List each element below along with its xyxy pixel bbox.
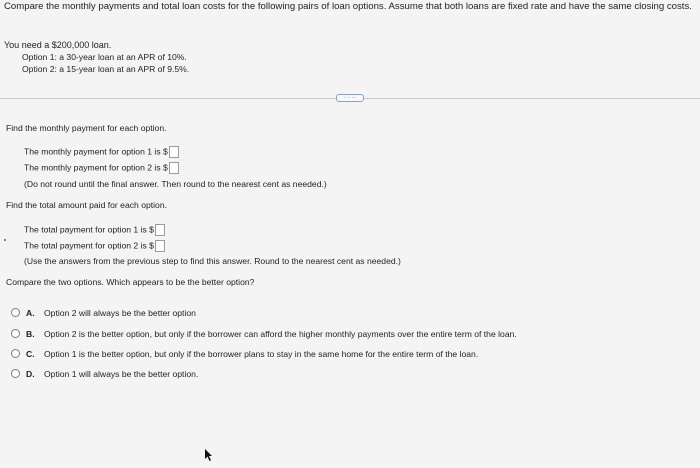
radio-b[interactable] [11, 329, 20, 338]
monthly-payment-option2-input[interactable] [169, 162, 179, 174]
show-more-button[interactable]: ····· [336, 94, 364, 102]
total-payment-option2-label: The total payment for option 2 is $ [24, 240, 154, 251]
monthly-payment-option2-label: The monthly payment for option 2 is $ [24, 162, 168, 173]
choice-c-text: Option 1 is the better option, but only if the borrower plans to stay in the same home for the entire term of the loan. [44, 349, 479, 359]
monthly-payment-option1-input[interactable] [169, 146, 179, 158]
monthly-payment-option1-row [24, 146, 179, 158]
choice-c-letter: C. [26, 349, 35, 359]
part1-prompt: Find the monthly payment for each option. [6, 123, 167, 133]
total-payment-option1-label: The total payment for option 1 is $ [24, 224, 154, 235]
radio-a[interactable] [11, 308, 20, 317]
part2-rounding-note: (Use the answers from the previous step to find this answer. Round to the nearest cent as needed.) [24, 256, 401, 266]
question-intro: Compare the monthly payments and total loan costs for the following pairs of loan options. Assume that both loans are fixed rate and have the same closing costs. [4, 1, 692, 12]
total-payment-option2-row [24, 240, 165, 252]
choice-b-letter: B. [26, 329, 35, 339]
part1-rounding-note: (Do not round until the final answer. Then round to the nearest cent as needed.) [24, 179, 327, 189]
choice-d-letter: D. [26, 369, 35, 379]
choice-a-text: Option 2 will always be the better option [44, 308, 196, 318]
part2-prompt: Find the total amount paid for each option. [6, 200, 167, 210]
loan-need-text: You need a $200,000 loan. [4, 40, 112, 50]
monthly-payment-option1-label: The monthly payment for option 1 is $ [24, 146, 168, 157]
total-payment-option2-input[interactable] [155, 240, 165, 252]
total-payment-option1-input[interactable] [155, 224, 165, 236]
choice-d-text: Option 1 will always be the better option. [44, 369, 199, 379]
choice-b-text: Option 2 is the better option, but only if the borrower can afford the higher monthly payments over the entire term of the loan. [44, 329, 517, 339]
part3-prompt: Compare the two options. Which appears to be the better option? [6, 277, 255, 287]
option1-description: Option 1: a 30-year loan at an APR of 10%. [22, 52, 187, 62]
mouse-cursor-icon [203, 448, 213, 462]
radio-c[interactable] [11, 349, 20, 358]
radio-d[interactable] [11, 369, 20, 378]
option2-description: Option 2: a 15-year loan at an APR of 9.5%. [22, 64, 190, 74]
monthly-payment-option2-row [24, 162, 179, 174]
total-payment-option1-row [24, 224, 165, 236]
choice-a-letter: A. [26, 308, 35, 318]
margin-dot [4, 239, 6, 241]
